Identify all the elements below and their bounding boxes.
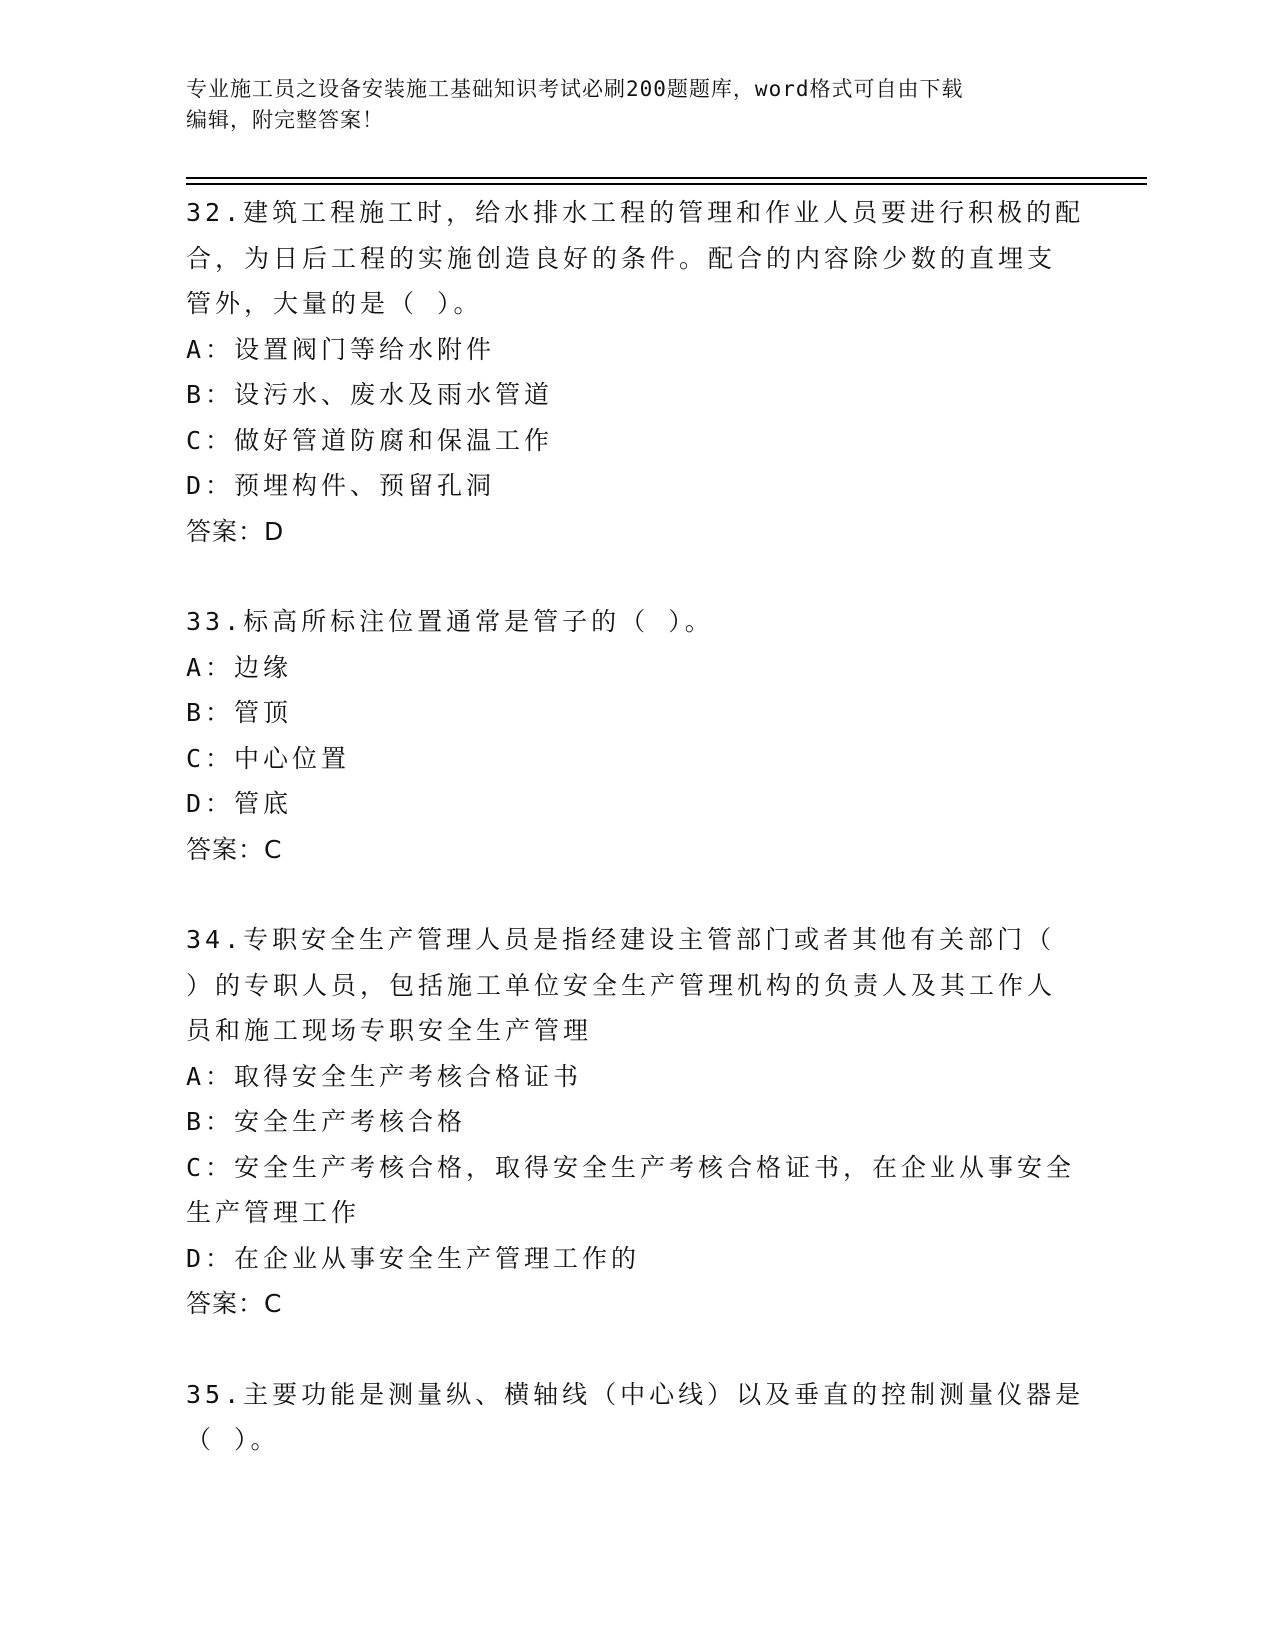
- option-c: C：安全生产考核合格，取得安全生产考核合格证书，在企业从事安全: [186, 1152, 1076, 1182]
- option-b: B：设污水、废水及雨水管道: [186, 380, 554, 409]
- question-text-line: 35.主要功能是测量纵、横轴线（中心线）以及垂直的控制测量仪器是: [186, 1379, 1085, 1409]
- question-text-line: 34.专职安全生产管理人员是指经建设主管部门或者其他有关部门（: [186, 925, 1056, 954]
- question-34: [186, 917, 1086, 1327]
- question-list: [186, 190, 1086, 1508]
- answer-label: 答案：C: [186, 1289, 283, 1318]
- option-c-continued: 生产管理工作: [186, 1198, 361, 1227]
- answer-label: 答案：D: [186, 516, 285, 546]
- question-text-line: 32.建筑工程施工时，给水排水工程的管理和作业人员要进行积极的配: [186, 198, 1085, 227]
- option-c: C：中心位置: [186, 743, 351, 773]
- header-divider-top: [186, 177, 1147, 179]
- question-text-line: 合，为日后工程的实施创造良好的条件。配合的内容除少数的直埋支: [186, 243, 1057, 273]
- option-b: B：管顶: [186, 698, 293, 727]
- option-a: A：边缘: [186, 652, 293, 682]
- question-text-line: 33.标高所标注位置通常是管子的（ ）。: [186, 607, 714, 636]
- option-d: D：在企业从事安全生产管理工作的: [186, 1243, 641, 1273]
- question-text-line: 员和施工现场专职安全生产管理: [186, 1016, 593, 1045]
- header-divider-bottom: [186, 183, 1147, 185]
- question-33: [186, 599, 1086, 872]
- question-text-line: 管外，大量的是（ ）。: [186, 289, 483, 318]
- question-35: [186, 1372, 1086, 1463]
- document-header: [186, 74, 1086, 136]
- option-a: A：取得安全生产考核合格证书: [186, 1061, 583, 1091]
- header-title-line-1: 专业施工员之设备安装施工基础知识考试必刷200题题库，word格式可自由下载: [186, 77, 964, 101]
- header-title-line-2: 编辑，附完整答案！: [186, 108, 384, 132]
- option-b: B：安全生产考核合格: [186, 1107, 467, 1136]
- option-d: D：预埋构件、预留孔洞: [186, 471, 496, 500]
- question-text-line: ）的专职人员，包括施工单位安全生产管理机构的负责人及其工作人: [186, 970, 1057, 1000]
- question-32: [186, 190, 1086, 554]
- question-text-line: （ ）。: [186, 1425, 280, 1454]
- answer-label: 答案：C: [186, 834, 283, 864]
- option-d: D：管底: [186, 789, 293, 818]
- option-c: C：做好管道防腐和保温工作: [186, 425, 554, 455]
- option-a: A：设置阀门等给水附件: [186, 334, 496, 364]
